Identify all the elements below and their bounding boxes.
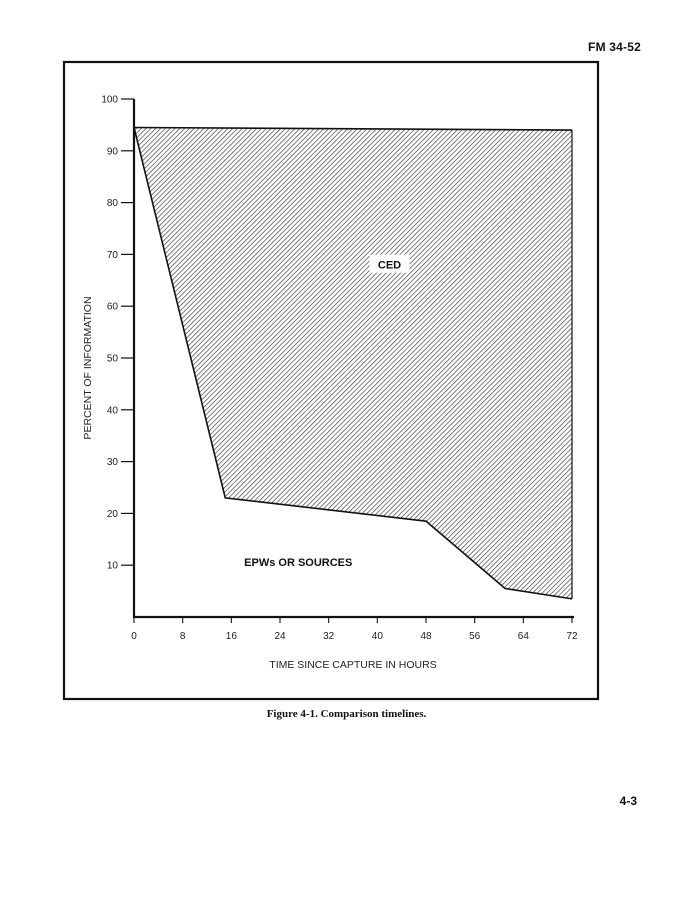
y-tick-label: 60	[106, 301, 118, 313]
x-axis-title: TIME SINCE CAPTURE IN HOURS	[269, 659, 437, 671]
x-tick-label: 56	[469, 631, 481, 642]
ced-area	[134, 127, 572, 598]
x-tick-label: 0	[131, 631, 137, 642]
y-tick-label: 100	[101, 94, 118, 106]
y-tick-label: 20	[106, 508, 118, 520]
epws-region-label: EPWs OR SOURCES	[244, 557, 353, 570]
y-tick-label: 90	[106, 146, 118, 158]
x-tick-label: 8	[179, 631, 186, 642]
x-tick-label: 32	[323, 631, 335, 642]
y-tick-label: 30	[106, 457, 118, 469]
x-tick-label: 64	[517, 631, 529, 642]
x-tick-label: 16	[225, 631, 237, 642]
x-tick-label: 40	[371, 631, 383, 642]
ced-region-label: CED	[377, 259, 402, 272]
page-number: 4-3	[619, 794, 637, 808]
header-code: FM 34-52	[588, 40, 641, 54]
y-tick-label: 50	[106, 353, 118, 365]
x-tick-label: 48	[420, 631, 432, 642]
figure-caption: Figure 4-1. Comparison timelines.	[266, 708, 427, 720]
y-axis-title: PERCENT OF INFORMATION	[82, 296, 94, 440]
y-tick-label: 70	[106, 249, 118, 261]
y-tick-label: 80	[106, 198, 118, 210]
y-tick-label: 40	[106, 405, 118, 417]
x-tick-label: 72	[566, 631, 578, 642]
x-tick-label: 24	[274, 631, 286, 642]
y-tick-label: 10	[106, 560, 118, 572]
